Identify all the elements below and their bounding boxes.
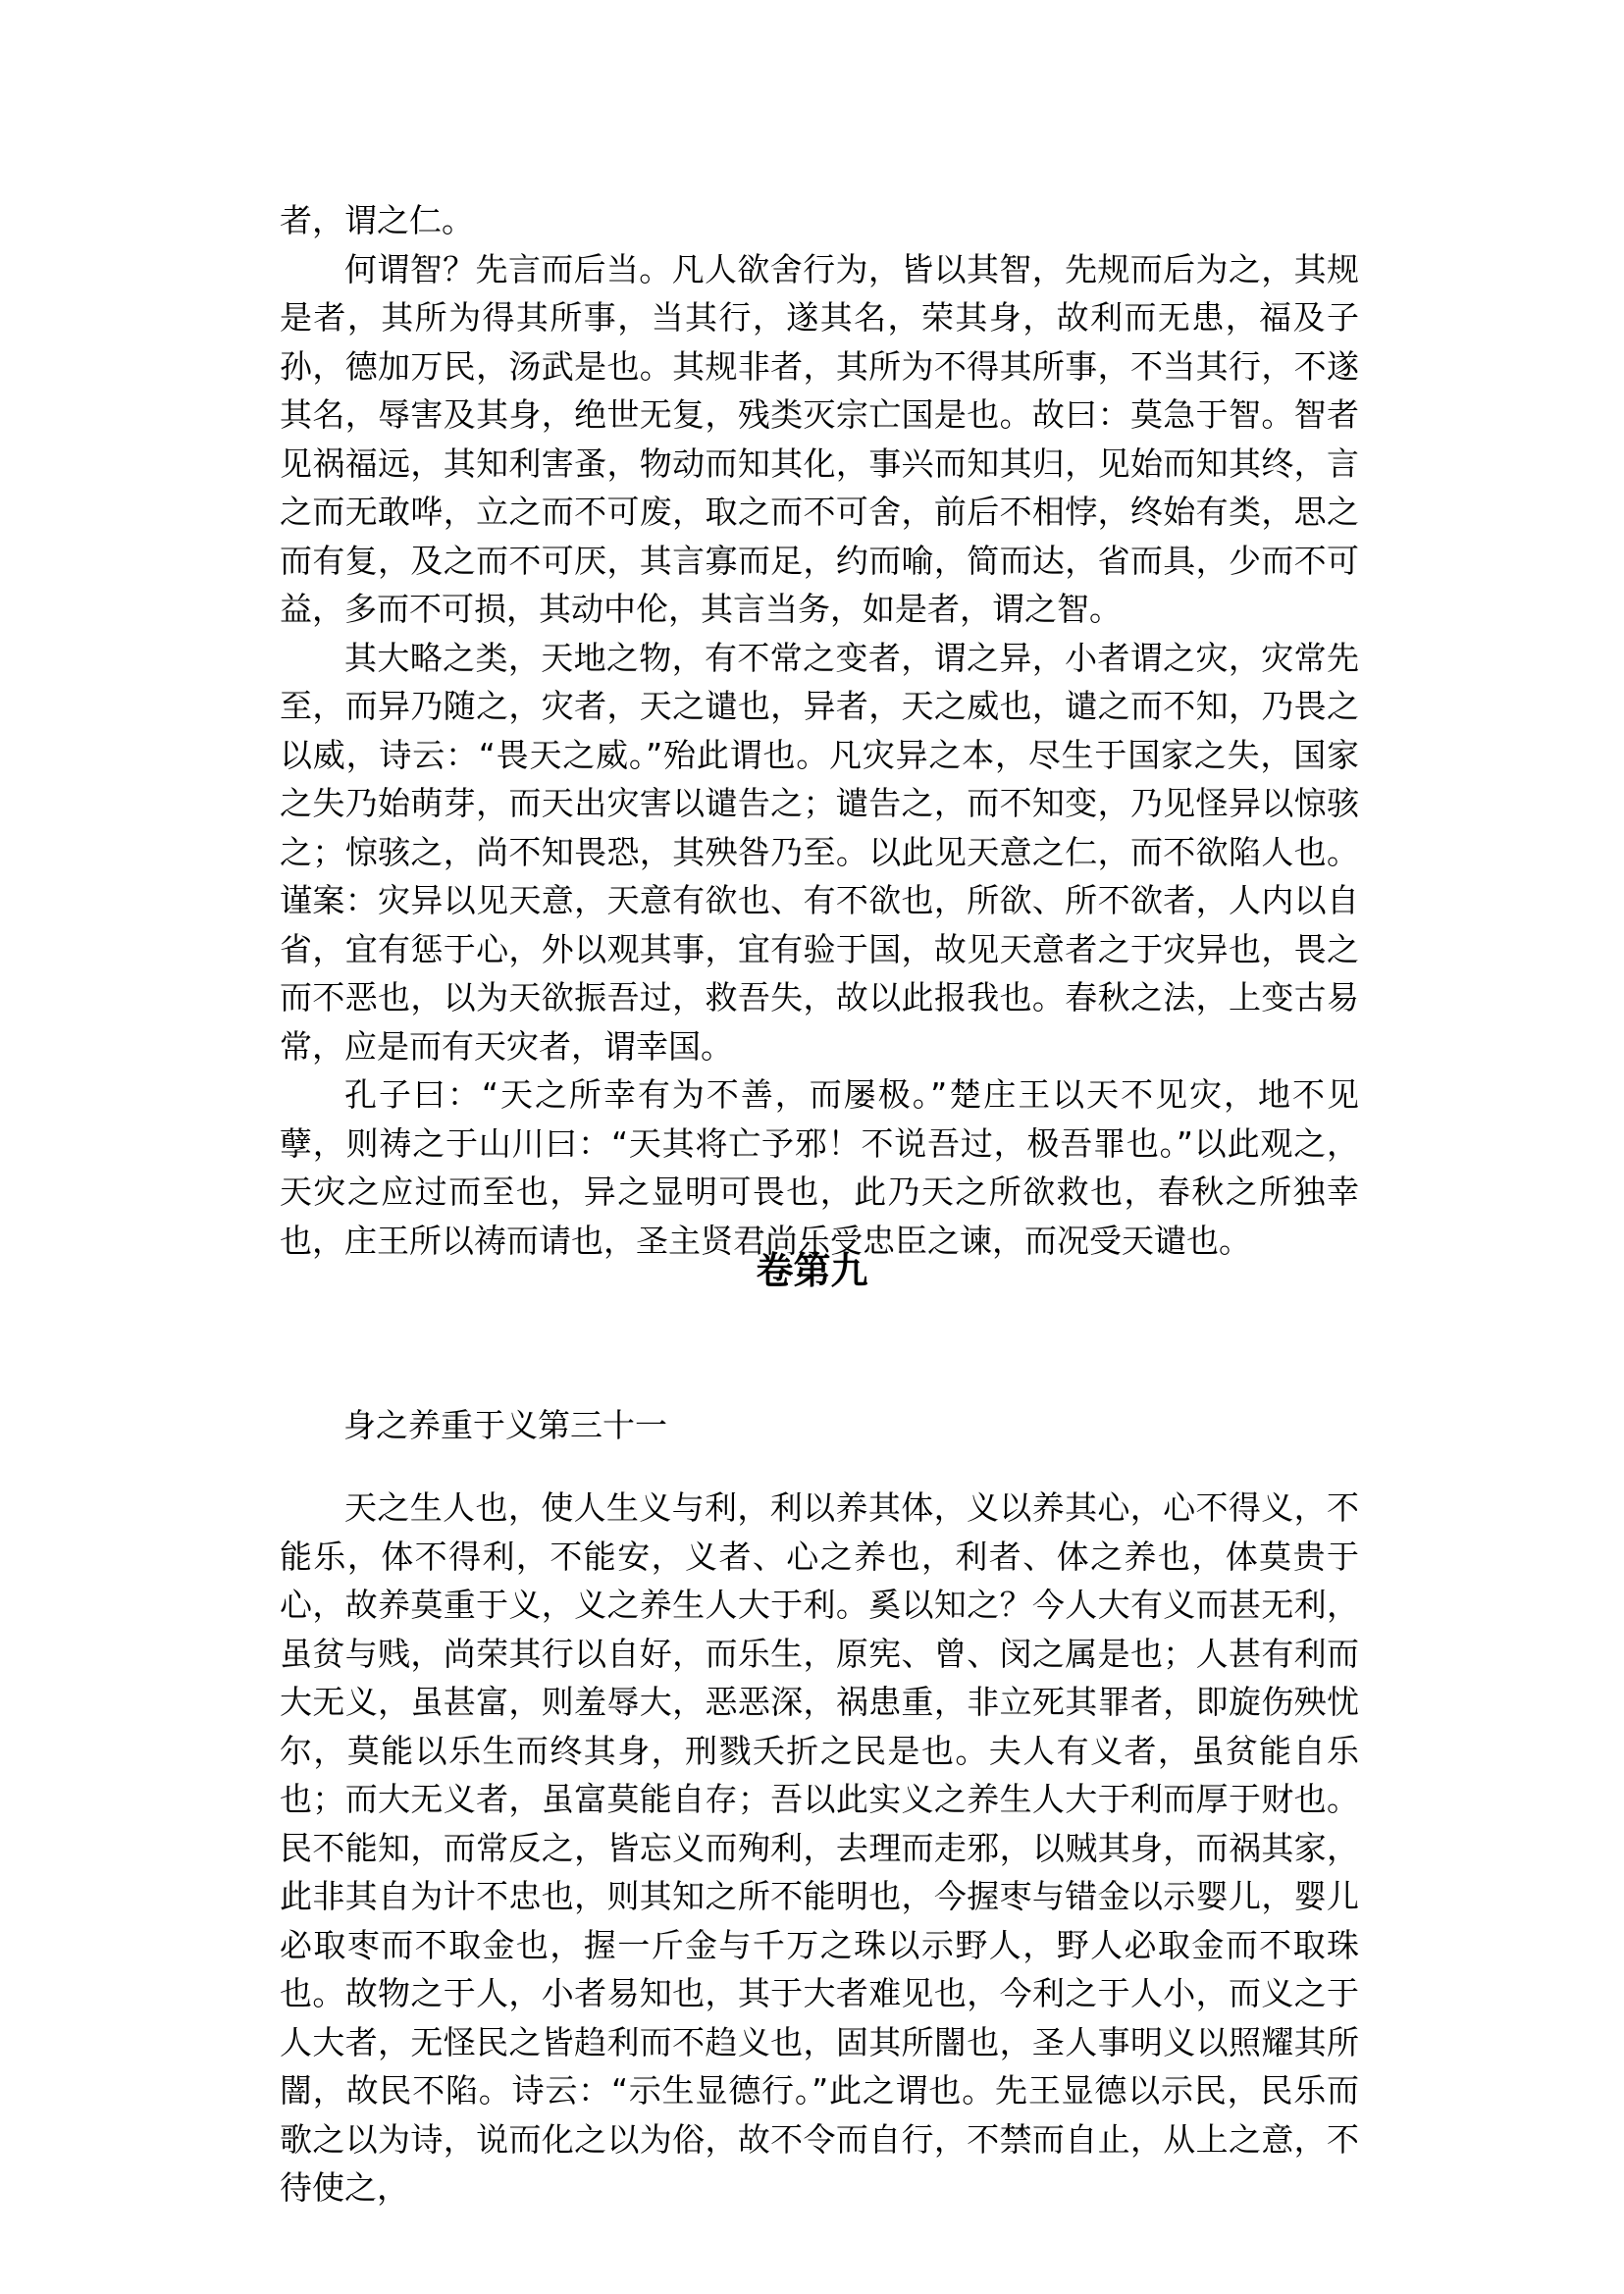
section-title: 身之养重于义第三十一 bbox=[343, 1406, 667, 1444]
top-text-block bbox=[280, 196, 1359, 1265]
paragraph-shenzhiyang: 天之生人也，使人生义与利，利以养其体，义以养其心，心不得义，不能乐，体不得利，不能安，义者、心之养也，利者、体之养也，体莫贵于心，故养莫重于义，义之养生人大于利。奚以知之？今人大有义而甚无利，虽贫与贱，尚荣其行以自好，而乐生，原宪、曾、闵之属是也；人甚有利而大无义，虽甚富，则羞辱大，恶恶深，祸患重，非立死其罪者，即旋伤殃忧尔，莫能以乐生而终其身，刑戮夭折之民是也。夫人有义者，虽贫能自乐也；而大无义者，虽富莫能自存；吾以此实义之养生人大于利而厚于财也。民不能知，而常反之，皆忘义而殉利，去理而走邪，以贼其身，而祸其家，此非其自为计不忠也，则其知之所不能明也，今握枣与错金以示婴儿，婴儿必取枣而不取金也，握一斤金与千万之珠以示野人，野人必取金而不取珠也。故物之于人，小者易知也，其于大者难见也，今利之于人小，而义之于人大者，无怪民之皆趋利而不趋义也，固其所闇也，圣人事明义以照耀其所闇，故民不陷。诗云：“示生显德行。”此之谓也。先王显德以示民，民乐而歌之以为诗，说而化之以为俗，故不令而自行，不禁而自止，从上之意，不待使之， bbox=[280, 1488, 1359, 2207]
chapter-title: 卷第九 bbox=[756, 1249, 868, 1292]
bottom-text-block bbox=[280, 1484, 1359, 2213]
paragraph-kongzi: 孔子曰：“天之所幸有为不善，而屡极。”楚庄王以天不见灾，地不见孽，则祷之于山川曰：“天其将亡予邪！不说吾过，极吾罪也。”以此观之，天灾之应过而至也，异之显明可畏也，此乃天之所欲救也，春秋之所独幸也，庄王所以祷而请也，圣主贤君尚乐受忠臣之谏，而况受天谴也。 bbox=[280, 1075, 1359, 1260]
paragraph-zaiyi: 其大略之类，天地之物，有不常之变者，谓之异，小者谓之灾，灾常先至，而异乃随之，灾者，天之谴也，异者，天之威也，谴之而不知，乃畏之以威，诗云：“畏天之威。”殆此谓也。凡灾异之本，尽生于国家之失，国家之失乃始萌芽，而天出灾害以谴告之；谴告之，而不知变，乃见怪异以惊骇之；惊骇之，尚不知畏恐，其殃咎乃至。以此见天意之仁，而不欲陷人也。谨案：灾异以见天意，天意有欲也、有不欲也，所欲、所不欲者，人内以自省，宜有惩于心，外以观其事，宜有验于国，故见天意者之于灾异也，畏之而不恶也，以为天欲振吾过，救吾失，故以此报我也。春秋之法，上变古易常，应是而有天灾者，谓幸国。 bbox=[280, 638, 1359, 1066]
paragraph-zhi: 何谓智？先言而后当。凡人欲舍行为，皆以其智，先规而后为之，其规是者，其所为得其所事，当其行，遂其名，荣其身，故利而无患，福及子孙，德加万民，汤武是也。其规非者，其所为不得其所事，不当其行，不遂其名，辱害及其身，绝世无复，残类灭宗亡国是也。故曰：莫急于智。智者见祸福远，其知利害蚤，物动而知其化，事兴而知其归，见始而知其终，言之而无敢哗，立之而不可废，取之而不可舍，前后不相悖，终始有类，思之而有复，及之而不可厌，其言寡而足，约而喻，简而达，省而具，少而不可益，多而不可损，其动中伦，其言当务，如是者，谓之智。 bbox=[280, 249, 1359, 628]
paragraph-continuation: 者，谓之仁。 bbox=[280, 201, 474, 239]
